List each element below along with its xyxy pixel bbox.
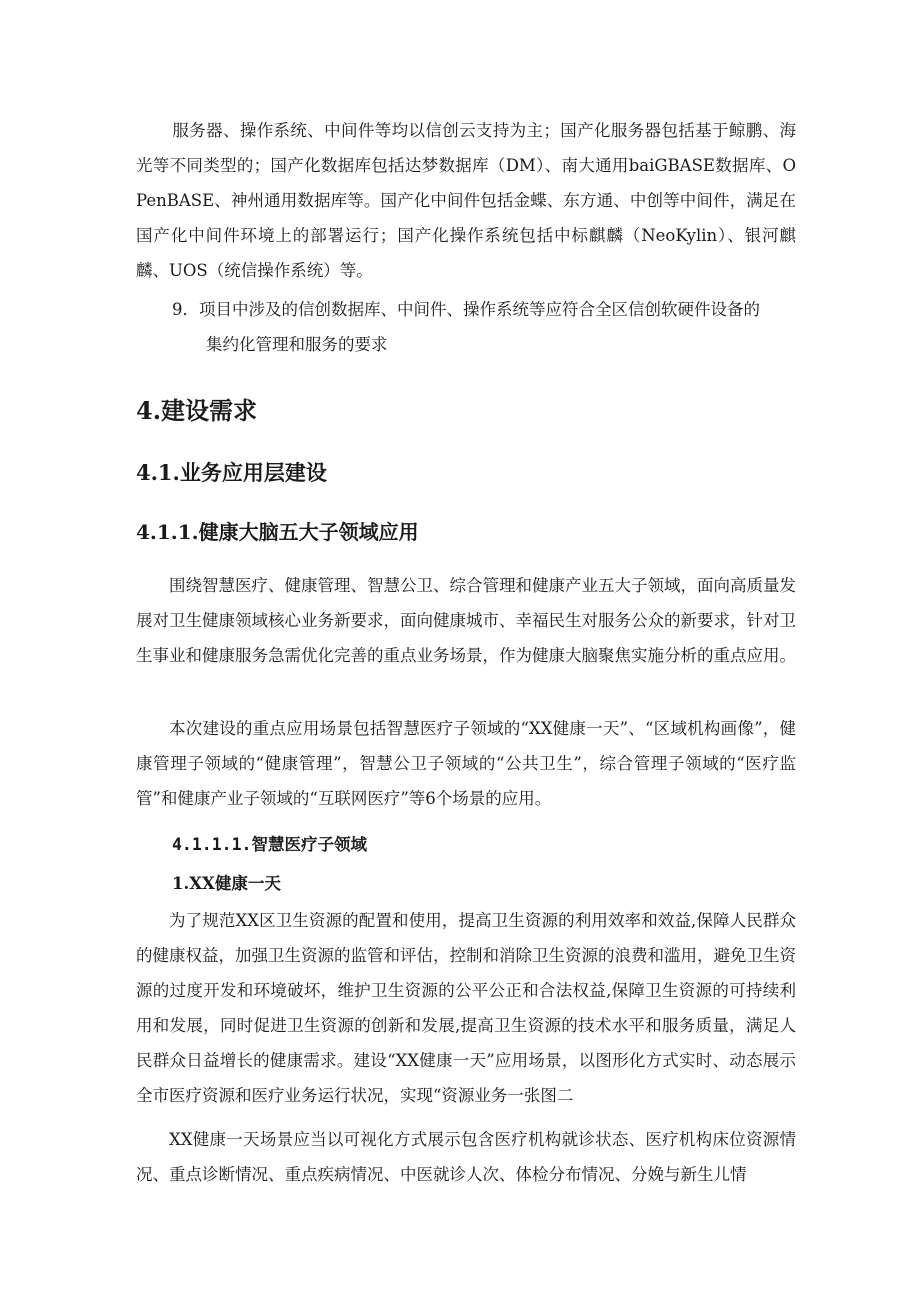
top-paragraph: 服务器、操作系统、中间件等均以信创云支持为主；国产化服务器包括基于鲸鹏、海光等不同类型的；国产化数据库包括达梦数据库（DM）、南大通用baiGBASE数据库、OPenBASE、神州通用数据库等。国产化中间件包括金蝶、东方通、中创等中间件，满足在国产化中间件环境上的部署运行；国产化操作系统包括中标麒麟（NeoKylin）、银河麒麟、UOS（统信操作系统）等。 <box>136 121 796 280</box>
visual-paragraph: XX健康一天场景应当以可视化方式展示包含医疗机构就诊状态、医疗机构床位资源情况、重点诊断情况、重点疾病情况、中医就诊人次、体检分布情况、分娩与新生儿情 <box>136 1130 796 1184</box>
list-item-number: 9． <box>172 300 199 319</box>
heading-4-1: 4.1.业务应用层建设 <box>136 460 327 485</box>
list-item-line2: 集约化管理和服务的要求 <box>206 335 388 354</box>
scenes-paragraph: 本次建设的重点应用场景包括智慧医疗子领域的“XX健康一天”、“区域机构画像”，健康管理子领域的“健康管理”，智慧公卫子领域的“公共卫生”，综合管理子领域的“医疗监管”和健康产业子领域的“互联网医疗”等6个场景的应用。 <box>136 719 796 808</box>
health-day-paragraph: 为了规范XX区卫生资源的配置和使用，提高卫生资源的利用效率和效益,保障人民群众的健康权益，加强卫生资源的监管和评估，控制和消除卫生资源的浪费和滥用，避免卫生资源的过度开发和环境破坏，维护卫生资源的公平公正和合法权益,保障卫生资源的可持续利用和发展，同时促进卫生资源的创新和发展,提高卫生资源的技术水平和服务质量，满足人民群众日益增长的健康需求。建设“XX健康一天”应用场景，以图形化方式实时、动态展示全市医疗资源和医疗业务运行状况，实现“资源业务一张图二 <box>136 911 796 1105</box>
heading-4-1-1-1: 4.1.1.1.智慧医疗子领域 <box>172 835 367 854</box>
list-item-line1: 项目中涉及的信创数据库、中间件、操作系统等应符合全区信创软硬件设备的 <box>199 300 760 319</box>
intro-paragraph: 围绕智慧医疗、健康管理、智慧公卫、综合管理和健康产业五大子领域，面向高质量发展对卫生健康领域核心业务新要求，面向健康城市、幸福民生对服务公众的新要求，针对卫生事业和健康服务急需优化完善的重点业务场景，作为健康大脑聚焦实施分析的重点应用。 <box>136 576 796 665</box>
list-item-9 <box>172 292 792 362</box>
heading-4-1-1: 4.1.1.健康大脑五大子领域应用 <box>136 520 419 544</box>
subheading-health-day: 1.XX健康一天 <box>172 874 281 893</box>
heading-4: 4.建设需求 <box>136 396 258 425</box>
